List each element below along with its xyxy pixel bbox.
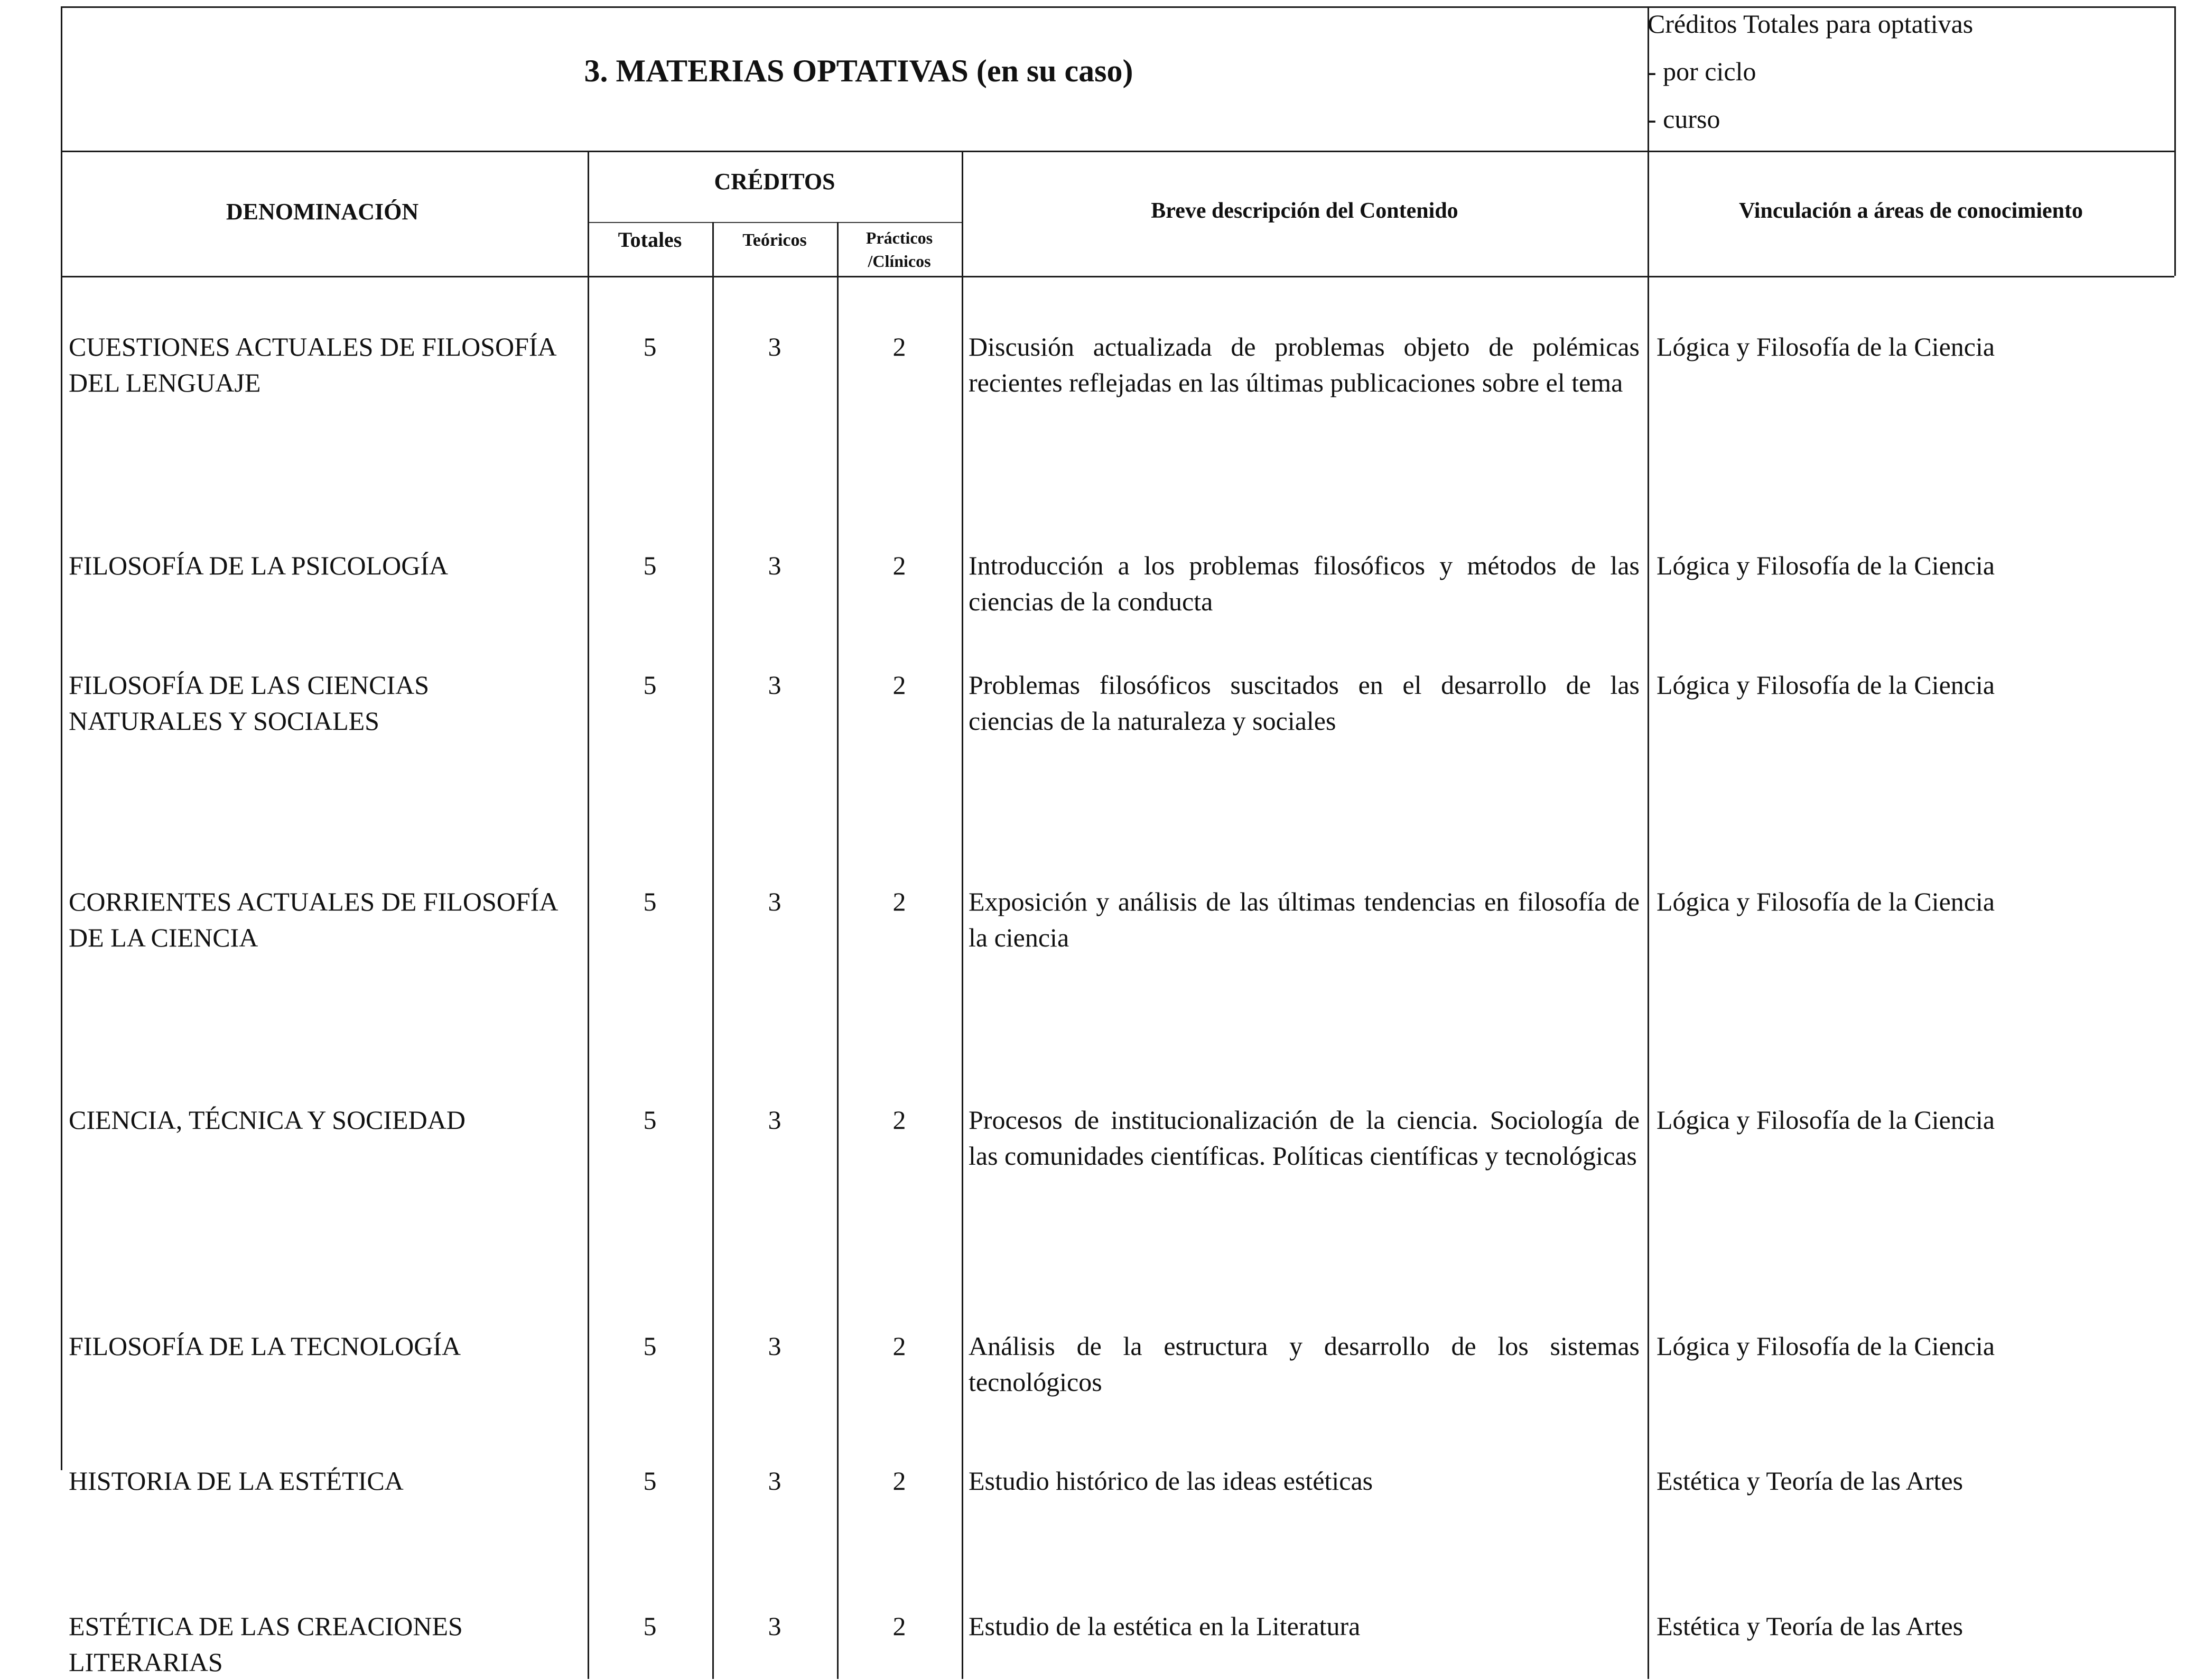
column-header-denominacion: DENOMINACIÓN	[226, 199, 419, 225]
row-totales: 5	[643, 332, 657, 361]
row-name: CUESTIONES ACTUALES DE FILOSOFÍA DEL LENGUAJE	[69, 332, 555, 397]
row-area: Lógica y Filosofía de la Ciencia	[1656, 1105, 1995, 1135]
row-name: FILOSOFÍA DE LAS CIENCIAS NATURALES Y SOCIALES	[69, 670, 430, 736]
row-name: FILOSOFÍA DE LA PSICOLOGÍA	[69, 551, 449, 580]
column-header-totales: Totales	[618, 228, 682, 252]
row-practicos: 2	[892, 332, 906, 361]
column-header-teoricos: Teóricos	[742, 230, 807, 250]
row-area: Lógica y Filosofía de la Ciencia	[1656, 332, 1995, 361]
column-header-vinculacion: Vinculación a áreas de conocimiento	[1739, 199, 2083, 223]
col-line-descripcion	[1648, 6, 1649, 1679]
row-teoricos: 3	[768, 551, 781, 580]
column-header-practicos	[837, 226, 962, 273]
row-name: CIENCIA, TÉCNICA Y SOCIEDAD	[69, 1105, 466, 1135]
row-practicos: 2	[892, 670, 906, 700]
row-descripcion: Estudio de la estética en la Literatura	[969, 1611, 1361, 1641]
row-descripcion: Problemas filosóficos suscitados en el desarrollo de las ciencias de la naturaleza y sociales	[969, 670, 1640, 736]
col-line-totales	[712, 222, 714, 1679]
row-teoricos: 3	[768, 670, 781, 700]
credits-summary-line: - curso	[1648, 104, 1720, 134]
row-practicos: 2	[892, 1611, 906, 1641]
row-teoricos: 3	[768, 887, 781, 916]
row-name: ESTÉTICA DE LAS CREACIONES LITERARIAS	[69, 1611, 463, 1677]
row-totales: 5	[643, 1466, 657, 1496]
row-teoricos: 3	[768, 1611, 781, 1641]
column-header-practicos-line: Prácticos	[866, 228, 933, 247]
row-totales: 5	[643, 887, 657, 916]
row-totales: 5	[643, 670, 657, 700]
row-practicos: 2	[892, 887, 906, 916]
row-teoricos: 3	[768, 1331, 781, 1361]
row-area: Lógica y Filosofía de la Ciencia	[1656, 1331, 1995, 1361]
row-area: Lógica y Filosofía de la Ciencia	[1656, 551, 1995, 580]
row-practicos: 2	[892, 551, 906, 580]
row-practicos: 2	[892, 1466, 906, 1496]
row-totales: 5	[643, 1105, 657, 1135]
row-descripcion: Introducción a los problemas filosóficos y métodos de las ciencias de la conducta	[969, 551, 1640, 616]
credits-summary-line: - por ciclo	[1648, 57, 1756, 86]
col-line-teoricos	[837, 222, 839, 1679]
credits-summary-line: Créditos Totales para optativas	[1648, 9, 1974, 39]
credits-summary	[1648, 0, 1973, 143]
row-area: Lógica y Filosofía de la Ciencia	[1656, 887, 1995, 916]
page-title: 3. MATERIAS OPTATIVAS (en su caso)	[584, 53, 1133, 88]
row-descripcion: Exposición y análisis de las últimas tendencias en filosofía de la ciencia	[969, 887, 1640, 952]
col-line-creditos	[962, 151, 963, 1679]
row-teoricos: 3	[768, 1466, 781, 1496]
row-area: Estética y Teoría de las Artes	[1656, 1611, 1963, 1641]
row-name: CORRIENTES ACTUALES DE FILOSOFÍA DE LA CIENCIA	[69, 887, 557, 952]
column-header-practicos-line: /Clínicos	[868, 252, 931, 271]
row-name: FILOSOFÍA DE LA TECNOLOGÍA	[69, 1331, 461, 1361]
row-descripcion: Estudio histórico de las ideas estéticas	[969, 1466, 1373, 1496]
row-practicos: 2	[892, 1331, 906, 1361]
row-name: HISTORIA DE LA ESTÉTICA	[69, 1466, 404, 1496]
header-divider	[61, 151, 2174, 152]
column-header-creditos: CRÉDITOS	[714, 169, 835, 194]
row-descripcion: Análisis de la estructura y desarrollo de los sistemas tecnológicos	[969, 1331, 1640, 1397]
row-descripcion: Procesos de institucionalización de la ciencia. Sociología de las comunidades científicas. Políticas científicas y tecnológicas	[969, 1105, 1640, 1171]
row-totales: 5	[643, 551, 657, 580]
row-area: Lógica y Filosofía de la Ciencia	[1656, 670, 1995, 700]
row-totales: 5	[643, 1611, 657, 1641]
column-header-descripcion: Breve descripción del Contenido	[1151, 199, 1458, 223]
row-practicos: 2	[892, 1105, 906, 1135]
right-border	[2174, 6, 2176, 276]
row-totales: 5	[643, 1331, 657, 1361]
row-area: Estética y Teoría de las Artes	[1656, 1466, 1963, 1496]
left-border	[61, 6, 62, 1470]
row-teoricos: 3	[768, 332, 781, 361]
row-descripcion: Discusión actualizada de problemas objeto de polémicas recientes reflejadas en las últimas publicaciones sobre el tema	[969, 332, 1640, 397]
row-teoricos: 3	[768, 1105, 781, 1135]
column-header-bottom	[61, 276, 2174, 277]
creditos-divider	[588, 222, 962, 223]
